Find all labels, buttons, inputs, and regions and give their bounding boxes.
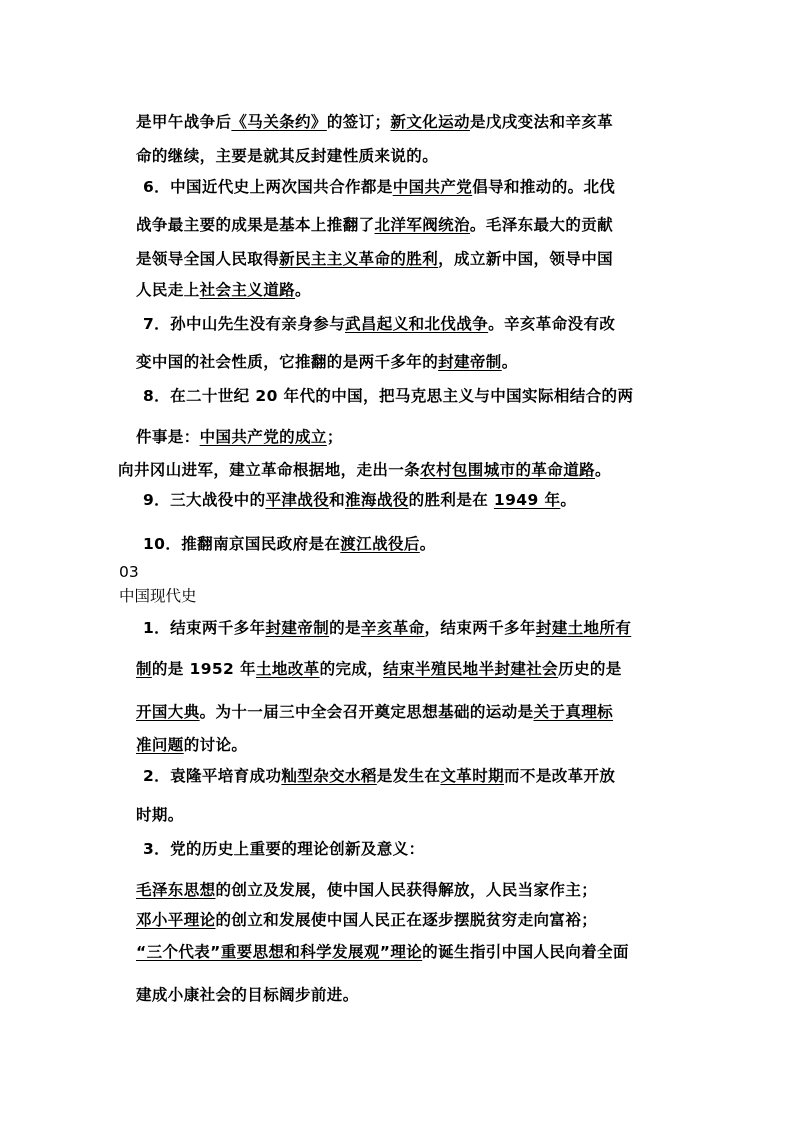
text-segment: 的诞生指引中国人民向着全面 [422,943,629,961]
underlined-answer: 平津战役 [265,491,330,509]
text-segment: 的创立和发展使中国人民正在逐步摆脱贫穷走向富裕； [215,911,598,929]
text-line [143,384,633,406]
text-segment: 战争最主要的成果是基本上推翻了 [136,216,375,234]
text-segment: 的创立及发展，使中国人民获得解放，人民当家作主； [215,881,598,899]
text-line [136,247,613,269]
underlined-answer: 新民主主义革命的胜利 [279,250,439,268]
underlined-answer: 关于真理标 [533,703,614,721]
text-segment: 建成小康社会的目标阔步前进。 [136,986,359,1004]
text-segment: 命的继续，主要是就其反封建性质来说的。 [136,147,439,165]
text-segment: 03 [119,563,139,581]
underlined-answer: 土地改革 [255,660,320,678]
underlined-answer: 中国共产党 [392,178,473,196]
text-line [143,764,615,786]
text-segment: 时期。 [136,806,184,824]
underlined-answer: “三个代表”重要思想和科学发展观”理论 [136,943,423,961]
underlined-answer: 文革时期 [440,767,505,785]
text-segment: 的胜利是在 [408,491,494,509]
text-segment: 10．推翻南京国民政府是在 [143,535,341,553]
text-segment: 倡导和推动的。北伐 [472,178,616,196]
text-segment: 6．中国近代史上两次国共合作都是 [143,178,393,196]
text-line [136,110,613,132]
text-line [143,312,615,334]
text-segment: 。 [595,461,611,479]
text-segment: 件事是： [136,428,200,446]
underlined-answer: 籼型杂交水稻 [281,767,377,785]
text-segment: 中国现代史 [119,587,197,605]
text-segment: 人民走上 [136,281,200,299]
text-segment: 2．袁隆平培育成功 [143,767,282,785]
text-segment: 1．结束两千多年 [143,619,266,637]
underlined-answer: 开国大典 [136,703,200,721]
text-segment: 是甲午战争后 [136,113,232,131]
text-segment: 。毛泽东最大的贡献 [469,216,614,234]
text-segment: ； [326,428,343,446]
text-line [136,425,343,447]
text-segment: 是发生在 [376,767,441,785]
underlined-answer: 封建帝制 [265,619,330,637]
text-line [143,532,436,554]
text-segment: 而不是改革开放 [504,767,616,785]
text-line [143,616,631,638]
text-line [143,488,576,510]
text-line [136,700,613,722]
underlined-answer: 邓小平理论 [136,911,216,929]
text-line [118,458,611,480]
text-segment: 的是 [329,619,361,637]
text-segment: 的完成， [319,660,384,678]
text-segment: 历史的是 [558,660,622,678]
underlined-answer: 北洋军阀统治 [374,216,470,234]
text-segment: 向井冈山进军，建立革命根据地，走出一条 [118,461,421,479]
text-segment: 。为十一届三中全会召开奠定思想基础的运动是 [199,703,534,721]
text-line [136,733,247,755]
underlined-answer: 毛泽东思想 [136,881,216,899]
underlined-answer: 辛亥革命 [360,619,425,637]
text-segment: 是领导全国人民取得 [136,250,280,268]
text-segment: 和 [329,491,346,509]
text-line [136,803,184,825]
text-segment: 8．在二十世纪 20 年代的中国，把马克思主义与中国实际相结合的两 [143,387,634,405]
underlined-answer: 新文化运动 [390,113,470,131]
text-line [136,940,629,962]
text-segment: 。 [419,535,436,553]
underlined-answer: 农村包围城市的革命道路 [420,461,596,479]
text-line [136,657,622,679]
underlined-answer: 社会主义道路 [199,281,296,299]
text-segment: 的签订； [326,113,391,131]
text-segment: 变中国的社会性质，它推翻的是两千多年的 [136,353,439,371]
text-segment: ，结束两千多年 [424,619,536,637]
text-line [143,175,615,197]
underlined-answer: 封建帝制 [438,353,502,371]
underlined-answer: 准问题 [136,736,184,754]
text-segment: ，成立新中国，领导中国 [438,250,614,268]
text-segment: 。 [295,281,311,299]
underlined-answer: 淮海战役 [345,491,409,509]
underlined-answer: 1949 年 [493,491,561,509]
text-segment: 。 [501,353,518,371]
underlined-answer: 结束半殖民地半封建社会 [383,660,559,678]
underlined-answer: 渡江战役后 [340,535,420,553]
underlined-answer: 武昌起义和北伐战争 [345,315,489,333]
underlined-answer: 《马关条约》 [231,113,327,131]
text-line [136,144,438,166]
underlined-answer: 制 [136,660,152,678]
text-line [136,983,359,1005]
text-segment: 3．党的历史上重要的理论创新及意义： [143,840,425,858]
text-segment: 是戊戌变法和辛亥革 [469,113,614,131]
text-segment: 。辛亥革命没有改 [488,315,616,333]
text-segment: 的讨论。 [183,736,248,754]
text-line [136,278,311,300]
text-line [136,213,613,235]
text-segment: 7．孙中山先生没有亲身参与 [143,315,345,333]
text-line [136,350,518,372]
underlined-answer: 封建土地所有 [535,619,632,637]
section-heading [119,563,139,581]
text-line [136,908,597,930]
underlined-answer: 中国共产党的成立 [199,428,327,446]
text-segment: 9．三大战役中的 [143,491,266,509]
text-line [136,878,597,900]
text-line [143,837,425,859]
section-heading [119,584,197,606]
text-segment: 。 [560,491,577,509]
text-segment: 的是 1952 年 [151,660,256,678]
